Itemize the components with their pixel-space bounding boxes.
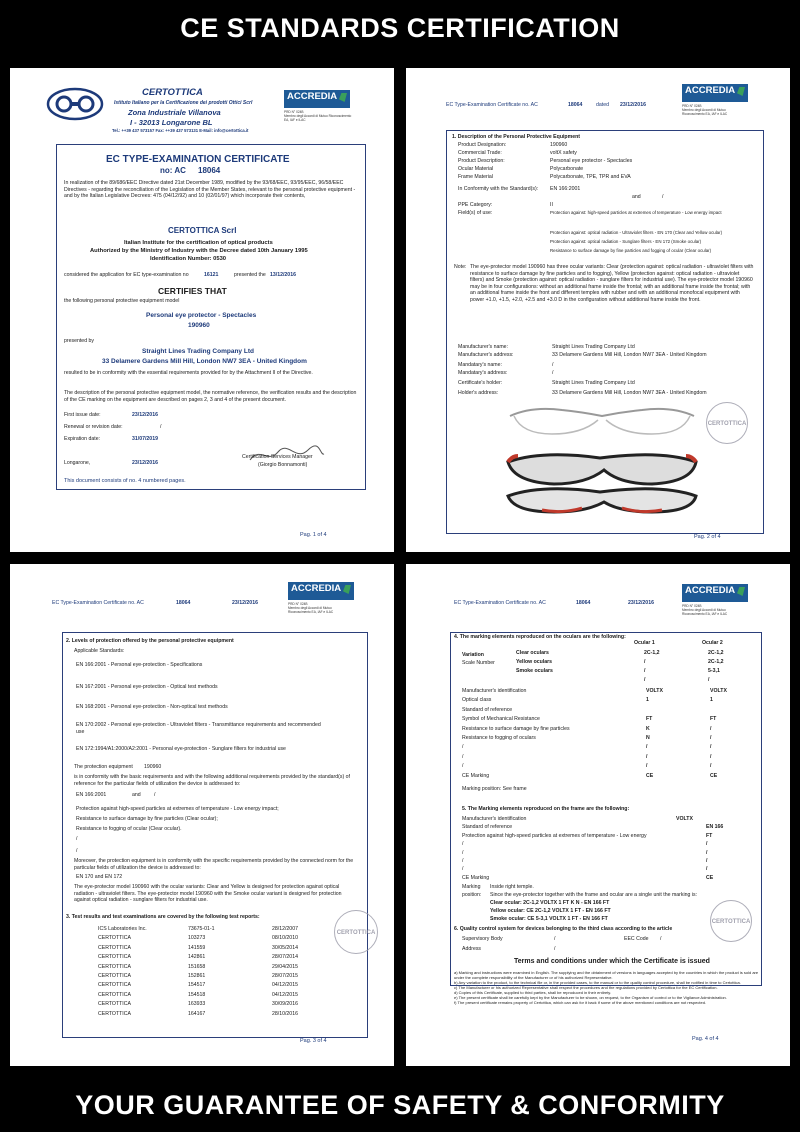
party-label: Certificate's holder: bbox=[458, 380, 503, 386]
frame-marking-value: VOLTX bbox=[676, 816, 693, 822]
ocular-1-value: / bbox=[646, 753, 648, 760]
marking-label: / bbox=[462, 753, 464, 760]
accredia-logo: ACCREDIA bbox=[284, 90, 350, 108]
ocular-1-value: VOLTX bbox=[646, 688, 663, 694]
frame-marking-label: / bbox=[462, 858, 464, 864]
protection-eq-model: 190960 bbox=[144, 764, 162, 770]
section-5-heading: 5. The Marking elements reproduced on the frame are the following: bbox=[462, 806, 630, 812]
expiration-label: Expiration date: bbox=[64, 436, 101, 442]
ocular-1-value: 2C-1,2 bbox=[644, 650, 660, 656]
party-value: Straight Lines Trading Company Ltd bbox=[552, 380, 635, 386]
marking-label: / bbox=[462, 744, 464, 751]
ocular-2-value: 2C-1,2 bbox=[708, 650, 724, 656]
inside-temple: Inside right temple. bbox=[490, 884, 534, 890]
certifies-heading: CERTIFIES THAT bbox=[158, 286, 227, 296]
report-number: 73675-01-1 bbox=[188, 926, 215, 932]
clear-marking: Clear ocular: 2C-1,2 VOLTX 1 FT K N - EN 166 FT bbox=[490, 900, 610, 906]
report-lab: CERTOTTICA bbox=[98, 973, 131, 979]
field-value: Personal eye protector - Spectacles bbox=[550, 158, 633, 164]
supervisory-value: / bbox=[554, 936, 556, 942]
terms-item: b) Any variation to the product, to the technical file or, in the provided cases, to the manual or to the quality control procedure, shall be notified in time to Certottica. bbox=[454, 980, 741, 985]
report-lab: CERTOTTICA bbox=[98, 963, 131, 970]
report-lab: ICS Laboratories Inc. bbox=[98, 926, 147, 932]
page-number: Pag. 3 of 4 bbox=[300, 1038, 327, 1044]
ocular-1-value: / bbox=[644, 677, 646, 683]
marking-label: CE Marking bbox=[462, 772, 490, 779]
frame-marking-value: / bbox=[706, 841, 708, 848]
ocular-2-value: VOLTX bbox=[710, 688, 727, 694]
and-label: and bbox=[132, 792, 141, 798]
description-text: The description of the personal protective equipment model, the normative reference, the verification results and the description of the CE marking on the equipment are described on pages 2, 3 and 4 of the present document. bbox=[64, 390, 357, 403]
use-item: Protection against: optical radiation - Sunglare filters - EN 172 (Smoke ocular) bbox=[550, 239, 702, 244]
accredia-logo: ACCREDIA bbox=[288, 582, 354, 600]
section-3-heading: 3. Test results and test examinations are covered by the following test reports: bbox=[66, 914, 260, 920]
certificate-page-2 bbox=[406, 68, 790, 552]
marking-label: Resistance to surface damage by fine particles bbox=[462, 725, 570, 732]
field-label: Ocular Material bbox=[458, 166, 494, 172]
accredia-logo: ACCREDIA bbox=[682, 84, 748, 102]
certottica-stamp: CERTOTTICA bbox=[334, 910, 378, 954]
report-date: 28/07/2015 bbox=[272, 973, 298, 979]
requirement-item: Resistance to surface damage by fine particles (Clear ocular); bbox=[76, 816, 218, 822]
signer-title: Certification Services Manager bbox=[242, 454, 313, 460]
report-date: 28/12/2007 bbox=[272, 926, 298, 932]
ocular-1-value: / bbox=[646, 744, 648, 751]
report-date: 04/12/2015 bbox=[272, 982, 298, 989]
ocular-2-value: / bbox=[710, 744, 712, 751]
field-label: In Conformity with the Standard(s): bbox=[458, 186, 539, 192]
resulted-text: resulted to be in conformity with the essential requirements provided for by the Attachment II of the Directive. bbox=[64, 370, 313, 376]
terms-item: f) The present certificate remains property of Certottica, which can ask for it back if some of the above mentioned conditions are not respected. bbox=[454, 1000, 707, 1005]
report-lab: CERTOTTICA bbox=[98, 954, 131, 961]
report-number: 141559 bbox=[188, 944, 206, 951]
glasses-product-image bbox=[502, 398, 702, 514]
party-label: Mandatary's address: bbox=[458, 370, 508, 376]
frame-marking-label: Protection against high-speed particles at extremes of temperature - Low energy bbox=[462, 832, 647, 839]
marking-label: Marking bbox=[462, 884, 481, 890]
signer-name: (Giorgio Bonnamonti) bbox=[258, 462, 308, 468]
company-address: 33 Delamere Gardens Mill Hill, London NW7 3EA - United Kingdom bbox=[102, 358, 307, 365]
accredia-note: PRD N° 024B Membro degli Accordi di Mutuo Riconoscimento EA, IAF e ILAC bbox=[682, 104, 728, 116]
standard-item: EN 167:2001 - Personal eye-protection - Optical test methods bbox=[76, 684, 218, 690]
renewal-label: Renewal or revision date: bbox=[64, 424, 123, 430]
terms-item: d) Copies of this Certificate, supplied to third parties, shall be reproduced in their entirety. bbox=[454, 990, 612, 995]
eec-code-label: EEC Code bbox=[624, 936, 649, 942]
section-4-heading: 4. The marking elements reproduced on the oculars are the following: bbox=[454, 634, 626, 640]
ocular-2-value: / bbox=[710, 725, 712, 732]
product-model: 190960 bbox=[188, 322, 210, 329]
ocular-1-value: N bbox=[646, 735, 650, 741]
note-text: The eye-protector model 190960 has three ocular variants: Clear (protection against: optical radiation - ultraviolet filters with resistance to surface damage by fine particles and to fogging), Yellow (protection against: optical radiation - ultraviolet filters) and Smoke (protection against: optical radiation - sunglare filters for industrial use). The eye-protector model 190960 may be in four configurations: without an additional frame inside the frontal; with an additional frame inside the frontal; with an additional frame inside the front and different temples with rubber and with an additional monofocal equipment with power +1.0, +1.5, +2.0, +2.5 and +3.0 D in the configuration without additional frame inside the front. bbox=[470, 264, 754, 303]
field-label: PPE Category: bbox=[458, 202, 493, 208]
section-2-heading: 2. Levels of protection offered by the personal protective equipment bbox=[66, 638, 234, 644]
org-block-line3: Identification Number: 0530 bbox=[150, 256, 227, 262]
header-title: EC Type-Examination Certificate no. AC bbox=[52, 600, 144, 606]
marking-label: Optical class bbox=[462, 697, 492, 704]
and-label: and bbox=[632, 194, 641, 200]
page-number: Pag. 2 of 4 bbox=[694, 534, 721, 540]
field-value: 190960 bbox=[550, 142, 568, 148]
org-block-title: CERTOTTICA Scrl bbox=[168, 226, 237, 235]
report-number: 163933 bbox=[188, 1001, 206, 1008]
ocular-variant-name: Smoke oculars bbox=[516, 668, 553, 674]
scale-label: Scale Number bbox=[462, 660, 495, 666]
certottica-stamp: CERTOTTICA bbox=[706, 402, 748, 444]
org-block-line1: Italian Institute for the certification of optical products bbox=[124, 240, 273, 246]
field-label: Commercial Trade: bbox=[458, 150, 502, 156]
ocular-2-value: / bbox=[710, 735, 712, 741]
report-lab: CERTOTTICA bbox=[98, 1010, 131, 1017]
frame-marking-value: / bbox=[706, 858, 708, 864]
field-value: Polycarbonate bbox=[550, 166, 584, 172]
ocular-2-value: FT bbox=[710, 716, 717, 723]
party-value: / bbox=[552, 370, 554, 376]
accredia-note: PRD N° 024B Membro degli Accordi di Mutuo Riconoscimento EA, IAF e ILAC bbox=[284, 110, 352, 122]
report-number: 164167 bbox=[188, 1010, 206, 1017]
address-label: Address bbox=[462, 946, 482, 952]
standard-item: EN 172:1994/A1:2000/A2:2001 - Personal eye-protection - Sunglare filters for industrial use bbox=[76, 746, 286, 752]
company-name: Straight Lines Trading Company Ltd bbox=[142, 348, 254, 355]
party-label: Manufacturer's name: bbox=[458, 344, 509, 350]
application-number: 16121 bbox=[204, 272, 219, 278]
header-date: 23/12/2016 bbox=[620, 102, 646, 108]
standard-ref: EN 166:2001 bbox=[76, 792, 107, 798]
accredia-note: PRD N° 024B Membro degli Accordi di Mutuo Riconoscimento EA, IAF e ILAC bbox=[288, 602, 334, 614]
ocular-variant-name: Yellow oculars bbox=[516, 659, 553, 665]
field-label: Product Designation: bbox=[458, 142, 507, 148]
party-label: Manufacturer's address: bbox=[458, 352, 514, 358]
header-title: EC Type-Examination Certificate no. AC bbox=[454, 600, 546, 606]
report-lab: CERTOTTICA bbox=[98, 935, 131, 942]
certificate-number: 18064 bbox=[198, 166, 221, 175]
variation-label: Variation bbox=[462, 652, 484, 658]
field-value: EN 166:2001 bbox=[550, 186, 581, 192]
place-label: Longarone, bbox=[64, 460, 91, 466]
certottica-logo-icon bbox=[46, 86, 104, 122]
page-number: Pag. 1 of 4 bbox=[300, 532, 327, 538]
section-6-heading: 6. Quality control system for devices belonging to the third class according to the article bbox=[454, 926, 673, 932]
standard-item: EN 170:2002 - Personal eye-protection - Ultraviolet filters - Transmittance requirements and recommended use bbox=[76, 722, 321, 735]
renewal-date: / bbox=[160, 424, 162, 430]
frame-marking-value: / bbox=[706, 866, 708, 873]
org-name: CERTOTTICA bbox=[142, 87, 203, 98]
and-value: / bbox=[154, 792, 156, 798]
org-block-line2: Authorized by the Ministry of Industry with the Decree dated 10th January 1995 bbox=[90, 248, 308, 254]
conformity-text: is in conformity with the basic requirements and with the following additional requirements provided by the standard(s) of reference for the particular fields of utilization the device is addressed to: bbox=[74, 774, 350, 787]
report-date: 28/10/2016 bbox=[272, 1010, 298, 1017]
first-issue-label: First issue date: bbox=[64, 412, 101, 418]
place-date: 23/12/2016 bbox=[132, 460, 158, 466]
report-number: 154518 bbox=[188, 991, 206, 998]
variants-text: The eye-protector model 190960 with the ocular variants: Clear and Yellow is designed for protection against optical radiation - ultraviolet filters. The eye-protector model 190960 with the Smoke ocular variant is designed for protection against optical radiation - sunglare filters for industrial use. bbox=[74, 884, 342, 904]
marking-label: Symbol of Mechanical Resistance bbox=[462, 716, 540, 723]
org-subtitle: Istituto Italiano per la Certificazione dei prodotti Ottici Scrl bbox=[114, 100, 253, 106]
org-address-1: Zona Industriale Villanova bbox=[128, 108, 221, 117]
report-lab: CERTOTTICA bbox=[98, 982, 131, 989]
supervisory-label: Supervisory Body bbox=[462, 936, 503, 942]
protection-eq-label: The protection equipment bbox=[74, 764, 133, 770]
requirement-item: Protection against high-speed particles at extremes of temperature - Low energy impact; bbox=[76, 806, 279, 812]
bottom-banner: YOUR GUARANTEE OF SAFETY & CONFORMITY bbox=[75, 1090, 725, 1120]
ocular-1-value: FT bbox=[646, 716, 653, 723]
org-contact: Tel.: ++39 437 573157 Fax: ++39 437 573131 E-Mail: info@certottica.it bbox=[112, 128, 249, 133]
presented-by-label: presented by bbox=[64, 338, 94, 344]
marking-label: / bbox=[462, 763, 464, 770]
report-date: 08/10/2010 bbox=[272, 935, 298, 942]
frame-marking-label: / bbox=[462, 841, 464, 848]
terms-item: c) The Manufacturer or his authorized Representative shall respect the procedures and the regulations provided by Certottica for the EC Certification. bbox=[454, 985, 718, 990]
use-item: Protection against: optical radiation - Ultraviolet filters - EN 170 (Clear and Yellow ocular) bbox=[550, 230, 723, 235]
presented-date: 13/12/2016 bbox=[270, 272, 296, 278]
header-date: 23/12/2016 bbox=[232, 600, 258, 606]
position-label: position: bbox=[462, 892, 482, 898]
moreover-text: Moreover, the protection equipment is in conformity with the specific requirements provided by the connected norm for the particular fields of utilization the device is addressed to: bbox=[74, 858, 354, 871]
accredia-logo: ACCREDIA bbox=[682, 584, 748, 602]
standard-item: EN 166:2001 - Personal eye-protection - Specifications bbox=[76, 662, 203, 668]
field-value: Polycarbonate, TPE, TPR and EVA bbox=[550, 174, 631, 180]
ocular-1-value: / bbox=[646, 763, 648, 770]
eec-code-value: / bbox=[660, 936, 662, 942]
product-name: Personal eye protector - Spectacles bbox=[146, 312, 257, 319]
report-lab: CERTOTTICA bbox=[98, 944, 131, 951]
section-1-heading: 1. Description of the Personal Protective Equipment bbox=[452, 134, 580, 140]
party-label: Mandatary's name: bbox=[458, 362, 502, 368]
marking-position: Marking position: See frame bbox=[462, 786, 527, 792]
report-lab: CERTOTTICA bbox=[98, 991, 131, 998]
standard-item: EN 168:2001 - Personal eye-protection - Non-optical test methods bbox=[76, 704, 228, 710]
requirement-item: / bbox=[76, 836, 78, 842]
frame-marking-value: / bbox=[706, 849, 708, 856]
header-dated: dated bbox=[596, 102, 609, 108]
ocular-2-value: 1 bbox=[710, 697, 713, 704]
top-banner: CE STANDARDS CERTIFICATION bbox=[180, 13, 620, 43]
following-text: the following personal protective equipment model bbox=[64, 298, 180, 304]
first-issue-date: 23/12/2016 bbox=[132, 412, 158, 418]
party-value: 33 Delamere Gardens Mill Hill, London NW7 3EA - United Kingdom bbox=[552, 352, 707, 358]
header-number: 18064 bbox=[176, 600, 191, 606]
certificate-page-3 bbox=[10, 564, 394, 1066]
frame-marking-label: Standard of reference bbox=[462, 824, 513, 831]
party-value: 33 Delamere Gardens Mill Hill, London NW7 3EA - United Kingdom bbox=[552, 390, 707, 396]
intro-text: In realization of the 89/686/EEC Directive dated 21st December 1989, modified by the 93/68/EEC, 93/95/EEC, 96/58/EEC Directives - regarding the reconciliation of the Legislation of the Member States, relevant to the personal protective equipment - and by the Italian Legislative Decrees: 475 (04/12/92) and 10 (02/01/97) which incorporate their contents, bbox=[64, 180, 356, 200]
since-text: Since the eye-protector together with the frame and ocular are a single unit the marking is: bbox=[490, 892, 698, 898]
certificate-page-4 bbox=[406, 564, 790, 1066]
report-date: 28/07/2014 bbox=[272, 954, 298, 961]
marking-label: Manufacturer's identification bbox=[462, 688, 527, 694]
frame-marking-value: FT bbox=[706, 832, 713, 839]
party-value: Straight Lines Trading Company Ltd bbox=[552, 344, 635, 350]
field-label: Product Description: bbox=[458, 158, 505, 164]
report-date: 04/12/2015 bbox=[272, 991, 298, 998]
marking-label: Resistance to fogging of oculars bbox=[462, 735, 536, 741]
applicable-label: Applicable Standards: bbox=[74, 648, 125, 654]
party-label: Holder's address: bbox=[458, 390, 499, 396]
ocular-1-value: / bbox=[644, 659, 646, 665]
use-item: Resistance to surface damage by fine particles and fogging of ocular (Clear ocular) bbox=[550, 248, 712, 253]
ocular-2-value: 2C-1,2 bbox=[708, 659, 724, 665]
ocular-2-value: 5-3,1 bbox=[708, 668, 720, 674]
report-lab: CERTOTTICA bbox=[98, 1001, 131, 1008]
report-date: 30/09/2016 bbox=[272, 1001, 298, 1008]
certificate-no-label: no: AC bbox=[160, 166, 186, 175]
frame-marking-label: Manufacturer's identification bbox=[462, 816, 527, 822]
page-number: Pag. 4 of 4 bbox=[692, 1036, 719, 1042]
ocular-1-value: CE bbox=[646, 772, 654, 779]
smoke-marking: Smoke ocular: CE 5-3,1 VOLTX 1 FT - EN 166 FT bbox=[490, 916, 608, 922]
accredia-note: PRD N° 024B Membro degli Accordi di Mutuo Riconoscimento EA, IAF e ILAC bbox=[682, 604, 728, 616]
uses-list bbox=[550, 228, 722, 255]
frame-marking-value: CE bbox=[706, 874, 714, 881]
field-label: Frame Material bbox=[458, 174, 493, 180]
frame-marking-value: EN 166 bbox=[706, 824, 724, 831]
ocular-2-value: / bbox=[710, 753, 712, 760]
report-date: 30/05/2014 bbox=[272, 944, 298, 951]
terms-item: e) The present certificate shall be carefully kept by the Manufacturer to be shown, on request, to the Organism of control or to the Vigilance Administration. bbox=[454, 995, 727, 1000]
expiration-date: 31/07/2019 bbox=[132, 436, 158, 442]
ocular-variant-name: Clear oculars bbox=[516, 650, 549, 656]
pages-note: This document consists of no. 4 numbered pages. bbox=[64, 478, 186, 484]
and-value: / bbox=[662, 194, 664, 200]
frame-marking-label: / bbox=[462, 849, 464, 856]
terms-list bbox=[454, 970, 760, 1005]
certottica-stamp: CERTOTTICA bbox=[710, 900, 752, 942]
ocular-1-value: / bbox=[644, 668, 646, 674]
header-number: 18064 bbox=[576, 600, 591, 606]
ocular-1-value: 1 bbox=[646, 697, 649, 704]
requirement-item: / bbox=[76, 848, 78, 854]
report-number: 142861 bbox=[188, 954, 206, 961]
report-number: 103273 bbox=[188, 935, 206, 942]
report-number: 152861 bbox=[188, 973, 206, 979]
ocular-2-header: Ocular 2 bbox=[702, 640, 723, 646]
considered-label: considered the application for EC type-examination no bbox=[64, 272, 189, 278]
ocular-2-value: / bbox=[708, 677, 710, 683]
report-date: 29/04/2015 bbox=[272, 963, 298, 970]
header-title: EC Type-Examination Certificate no. AC bbox=[446, 102, 538, 108]
party-value: / bbox=[552, 362, 554, 368]
presented-label: presented the bbox=[234, 272, 266, 278]
terms-item: a) Marking and instructions were examined in English. The supplying and the obtainment of versions in languages accepted by the countries in which the product is sold are under the complete responsibility of the Manufacturer or of his authorized Representative. bbox=[454, 970, 759, 980]
terms-title: Terms and conditions under which the Certificate is issued bbox=[514, 958, 710, 965]
field-value: Protection against: high-speed particles at extremes of temperature - Low energy impact bbox=[550, 210, 722, 215]
ocular-2-value: / bbox=[710, 763, 712, 770]
requirement-item: Resistance to fogging of ocular (Clear ocular). bbox=[76, 826, 182, 832]
yellow-marking: Yellow ocular: CE 2C-1,2 VOLTX 1 FT - EN 166 FT bbox=[490, 908, 611, 914]
report-number: 151658 bbox=[188, 963, 206, 970]
header-date: 23/12/2016 bbox=[628, 600, 654, 606]
header-number: 18064 bbox=[568, 102, 583, 108]
standard-ref-2: EN 170 and EN 172 bbox=[76, 874, 123, 880]
report-number: 154517 bbox=[188, 982, 206, 989]
ocular-2-value: CE bbox=[710, 772, 718, 779]
certificate-title: EC TYPE-EXAMINATION CERTIFICATE bbox=[106, 154, 290, 165]
field-label: Field(s) of use: bbox=[458, 210, 493, 216]
frame-marking-label: CE Marking bbox=[462, 874, 490, 881]
address-value: / bbox=[554, 946, 556, 952]
note-label: Note: bbox=[454, 264, 467, 270]
marking-label: Standard of reference bbox=[462, 706, 513, 713]
certificate-page-1 bbox=[10, 68, 394, 552]
org-address-2: I - 32013 Longarone BL bbox=[130, 118, 213, 127]
frame-marking-label: / bbox=[462, 866, 464, 873]
ocular-1-header: Ocular 1 bbox=[634, 640, 655, 646]
field-value: II bbox=[550, 202, 553, 208]
ocular-1-value: K bbox=[646, 725, 650, 732]
field-value: voltX safety bbox=[550, 150, 577, 156]
